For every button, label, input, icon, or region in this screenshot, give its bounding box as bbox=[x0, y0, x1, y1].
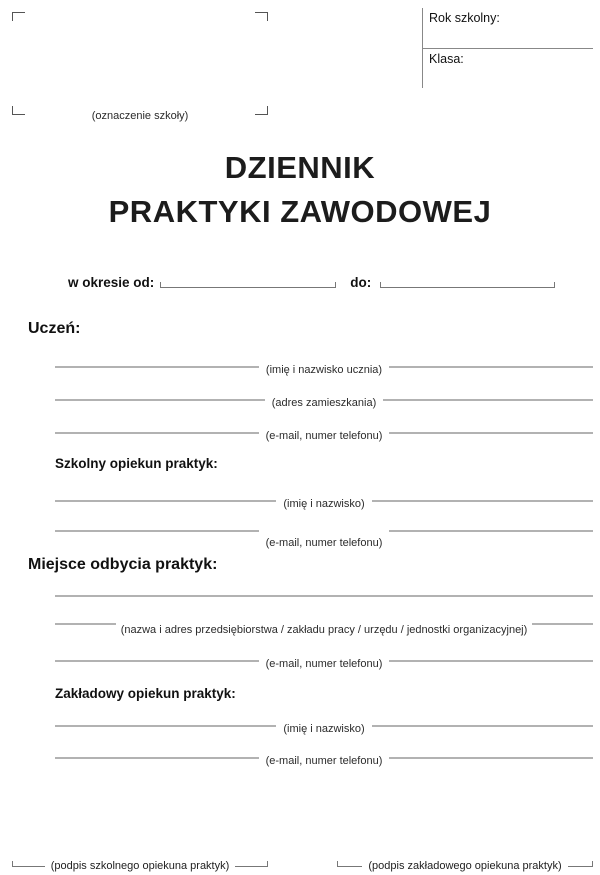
period-to-label: do: bbox=[350, 275, 372, 290]
field-caption: (e-mail, numer telefonu) bbox=[265, 537, 383, 549]
document-title bbox=[0, 146, 600, 234]
field-student-name[interactable] bbox=[55, 366, 593, 377]
field-caption: (imię i nazwisko ucznia) bbox=[265, 364, 383, 376]
section-heading-company-supervisor: Zakładowy opiekun praktyk: bbox=[55, 686, 236, 701]
section-heading-practice-place: Miejsce odbycia praktyk: bbox=[28, 556, 218, 573]
class-label: Klasa: bbox=[429, 52, 464, 66]
write-line[interactable] bbox=[372, 500, 593, 502]
field-caption: (adres zamieszkania) bbox=[271, 397, 377, 409]
field-company-supervisor-name[interactable] bbox=[55, 725, 593, 736]
write-line[interactable] bbox=[55, 530, 259, 532]
write-line[interactable] bbox=[389, 530, 593, 532]
crop-mark-top-right-icon bbox=[255, 12, 268, 21]
line-end-tick bbox=[335, 282, 336, 288]
write-line[interactable] bbox=[372, 725, 593, 727]
line-end-tick bbox=[592, 861, 593, 867]
write-line bbox=[568, 866, 592, 867]
line-end-tick bbox=[267, 861, 268, 867]
title-line-2: PRAKTYKI ZAWODOWEJ bbox=[108, 194, 492, 229]
write-line[interactable] bbox=[55, 500, 276, 502]
title-line-1: DZIENNIK bbox=[224, 150, 376, 185]
field-caption: (e-mail, numer telefonu) bbox=[265, 430, 383, 442]
period-row bbox=[68, 275, 555, 288]
write-line[interactable] bbox=[55, 595, 593, 597]
period-from-label: w okresie od: bbox=[68, 275, 155, 290]
school-designation-box bbox=[12, 12, 268, 122]
write-line[interactable] bbox=[55, 660, 259, 662]
year-box-divider-rule bbox=[422, 48, 593, 49]
field-practice-place-contact[interactable] bbox=[55, 660, 593, 671]
field-practice-place-line1[interactable] bbox=[55, 595, 593, 597]
field-student-address[interactable] bbox=[55, 399, 593, 410]
signature-caption: (podpis zakładowego opiekuna praktyk) bbox=[368, 860, 562, 872]
period-to-write-line[interactable] bbox=[380, 282, 555, 288]
field-school-supervisor-contact[interactable] bbox=[55, 530, 593, 550]
field-school-supervisor-name[interactable] bbox=[55, 500, 593, 511]
field-caption: (imię i nazwisko) bbox=[283, 723, 365, 735]
write-line[interactable] bbox=[55, 432, 259, 434]
write-line bbox=[161, 287, 335, 288]
school-designation-caption: (oznaczenie szkoły) bbox=[91, 110, 189, 122]
field-company-supervisor-contact[interactable] bbox=[55, 757, 593, 768]
signature-school-supervisor[interactable] bbox=[12, 860, 268, 872]
section-heading-student: Uczeń: bbox=[28, 320, 81, 337]
section-heading-school-supervisor: Szkolny opiekun praktyk: bbox=[55, 456, 218, 471]
field-student-contact[interactable] bbox=[55, 432, 593, 443]
write-line[interactable] bbox=[55, 725, 276, 727]
write-line bbox=[235, 866, 267, 867]
write-line bbox=[13, 866, 45, 867]
crop-mark-top-left-icon bbox=[12, 12, 25, 21]
write-line[interactable] bbox=[55, 623, 116, 625]
write-line[interactable] bbox=[389, 366, 593, 368]
school-year-label: Rok szkolny: bbox=[429, 11, 500, 25]
period-from-write-line[interactable] bbox=[160, 282, 336, 288]
line-end-tick bbox=[554, 282, 555, 288]
write-line[interactable] bbox=[55, 399, 265, 401]
write-line[interactable] bbox=[389, 432, 593, 434]
write-line bbox=[338, 866, 362, 867]
field-caption: (e-mail, numer telefonu) bbox=[265, 755, 383, 767]
write-line bbox=[381, 287, 554, 288]
write-line[interactable] bbox=[389, 660, 593, 662]
signature-caption: (podpis szkolnego opiekuna praktyk) bbox=[50, 860, 230, 872]
write-line[interactable] bbox=[55, 757, 259, 759]
field-practice-place-name[interactable] bbox=[55, 623, 593, 637]
write-line[interactable] bbox=[532, 623, 593, 625]
write-line[interactable] bbox=[55, 366, 259, 368]
field-caption: (nazwa i adres przedsiębiorstwa / zakładu pracy / urzędu / jednostki organizacyjnej) bbox=[120, 624, 528, 636]
field-caption: (imię i nazwisko) bbox=[283, 498, 365, 510]
field-caption: (e-mail, numer telefonu) bbox=[265, 658, 383, 670]
signature-company-supervisor[interactable] bbox=[337, 860, 593, 872]
write-line[interactable] bbox=[383, 399, 593, 401]
write-line[interactable] bbox=[389, 757, 593, 759]
